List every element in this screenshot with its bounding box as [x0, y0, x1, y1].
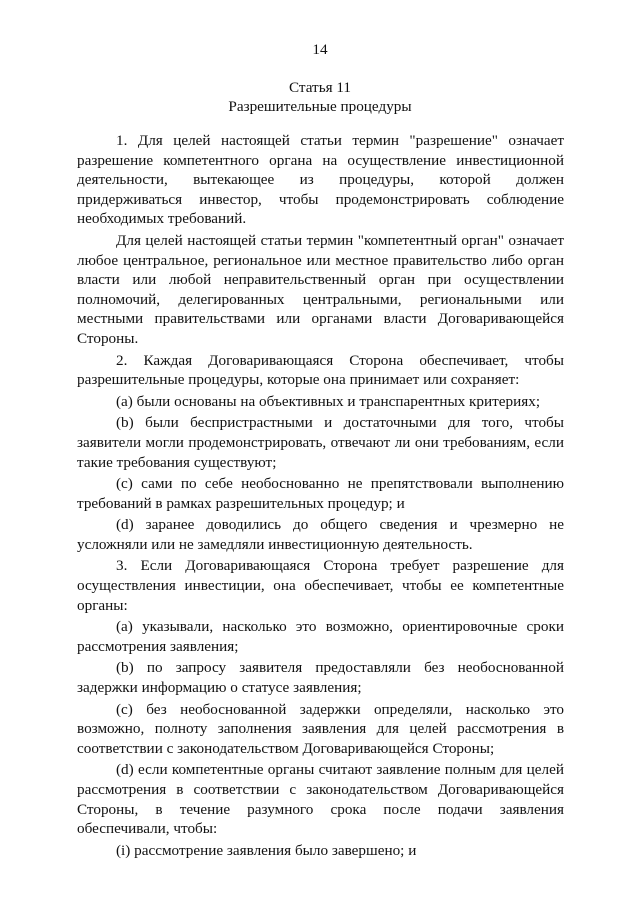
paragraph-2-intro: 2. Каждая Договаривающаяся Сторона обеспечивает, чтобы разрешительные процедуры, которые она принимает или сохраняет:: [77, 351, 564, 389]
article-subtitle: Разрешительные процедуры: [228, 98, 412, 115]
paragraph-3-item-d-i: (i) рассмотрение заявления было завершено; и: [116, 841, 417, 859]
paragraph-2-item-d: (d) заранее доводились до общего сведения и чрезмерно не усложняли или не замедляли инвестиционную деятельность.: [77, 516, 564, 553]
paragraph-2-item-c: (c) сами по себе необоснованно не препятствовали выполнению требований в рамках разрешительных процедур; и: [77, 475, 564, 512]
paragraph-1-definition-permit: 1. Для целей настоящей статьи термин "разрешение" означает разрешение компетентного органа на осуществление инвестиционной деятельности, вытекающее из процедуры, которой должен придерживаться инвестор, чтобы продемонстрировать соблюдение необходимых требований.: [77, 132, 564, 228]
paragraph-3-item-b: (b) по запросу заявителя предоставляли без необоснованной задержки информацию о статусе заявления;: [77, 659, 564, 697]
page-number: 14: [312, 41, 328, 58]
paragraph-definition-competent-authority: Для целей настоящей статьи термин "компетентный орган" означает любое центральное, региональное или местное правительство либо орган власти или любой неправительственный орган при осуществлении полномочий, делегированных центральными, региональными или местными правительствами или органами власти Договаривающейся Стороны.: [77, 231, 564, 347]
article-title: Статья 11: [288, 79, 352, 96]
article-body: [77, 131, 564, 862]
paragraph-3-intro: 3. Если Договаривающаяся Сторона требует разрешение для осуществления инвестиции, она обеспечивает, чтобы ее компетентные органы:: [77, 557, 564, 614]
paragraph-3-item-d: (d) если компетентные органы считают заявление полным для целей рассмотрения в соответствии с законодательством Договаривающейся Стороны, в течение разумного срока после подачи заявления обеспечивали, чтобы:: [77, 761, 564, 838]
paragraph-3-item-a: (a) указывали, насколько это возможно, ориентировочные сроки рассмотрения заявления;: [77, 618, 564, 655]
paragraph-2-item-b: (b) были беспристрастными и достаточными для того, чтобы заявители могли продемонстрировать, отвечают ли они требованиям, если такие требования существуют;: [77, 414, 564, 471]
paragraph-2-item-a: (a) были основаны на объективных и транспарентных критериях;: [116, 392, 541, 410]
paragraph-3-item-c: (c) без необоснованной задержки определяли, насколько это возможно, полноту заполнения заявления для целей рассмотрения в соответствии с законодательством Договаривающейся Стороны;: [77, 700, 564, 757]
